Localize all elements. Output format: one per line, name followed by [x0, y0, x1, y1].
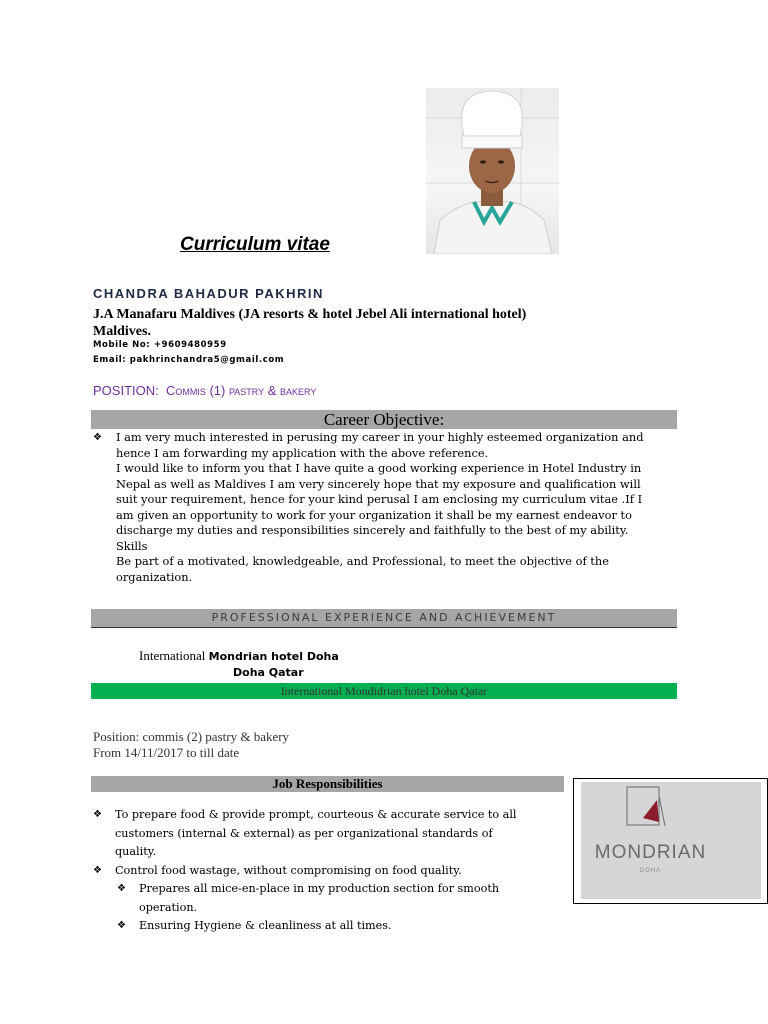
text-line: Skills: [116, 538, 148, 553]
text-line: Be part of a motivated, knowledgeable, and Professional, to meet the objective of the: [116, 554, 609, 568]
hotel-prefix: International: [139, 648, 206, 663]
position-value: Commis (1) pastry & bakery: [165, 383, 317, 398]
chef-portrait-image: [426, 88, 559, 254]
mobile-number: Mobile No: +9609480959: [93, 340, 227, 350]
list-item: [93, 806, 543, 862]
document-title: Curriculum vitae: [180, 234, 330, 255]
text-line: customers (internal & external) as per organizational standards of: [115, 826, 493, 840]
logo-brand-text: MONDRIAN: [594, 842, 707, 863]
career-objective-heading: Career Objective:: [91, 410, 677, 429]
bullet-icon: ❖: [117, 883, 126, 894]
bullet-icon: ❖: [93, 809, 102, 820]
text-line: To prepare food & provide prompt, courteous & accurate service to all: [115, 808, 517, 821]
career-objective-text: [93, 430, 671, 585]
text-line: am given an opportunity to work for your organization it shall be my earnest endeavor to: [116, 507, 632, 522]
text-line: organization.: [116, 569, 193, 584]
text-line: suit your requirement, hence for your kind perusal I am enclosing my curriculum vitae .If I: [116, 492, 643, 506]
experience-dates: From 14/11/2017 to till date: [93, 745, 240, 760]
text-line: Prepares all mice-en-place in my production section for smooth: [139, 882, 500, 895]
position-label: POSITION:: [93, 383, 159, 398]
list-item: [93, 917, 543, 936]
text-line: Control food wastage, without compromising on food quality.: [115, 863, 462, 877]
text-line: operation.: [139, 900, 198, 914]
text-line: I am very much interested in perusing my career in your highly esteemed organization and: [116, 430, 644, 444]
hotel-name: Mondrian hotel Doha: [208, 650, 339, 663]
text-line: I would like to inform you that I have quite a good working experience in Hotel Industry in: [116, 461, 642, 475]
profile-photo: [426, 88, 559, 254]
bullet-icon: ❖: [93, 864, 102, 876]
text-line: Ensuring Hygiene & cleanliness at all times.: [139, 919, 392, 932]
position-details: [93, 729, 289, 761]
address-line: Maldives.: [93, 324, 151, 339]
text-line: hence I am forwarding my application with the above reference.: [116, 445, 489, 460]
bullet-icon: ❖: [117, 920, 126, 931]
employer-highlight-bar: International Mondidrian hotel Doha Qatar: [91, 683, 677, 699]
job-responsibilities-list: [93, 806, 543, 936]
experience-position: Position: commis (2) pastry & bakery: [93, 729, 290, 744]
list-item: [93, 862, 543, 881]
hotel-location: Doha Qatar: [233, 666, 304, 679]
text-line: discharge my duties and responsibilities sincerely and faithfully to the best of my ability.: [116, 523, 629, 537]
bullet-icon: ❖: [93, 432, 102, 443]
position-line: [93, 383, 316, 398]
job-responsibilities-heading: Job Responsibilities: [91, 776, 564, 792]
list-item: [93, 880, 543, 917]
email-address: Email: pakhrinchandra5@gmail.com: [93, 355, 285, 365]
candidate-name: CHANDRA BAHADUR PAKHRIN: [93, 286, 324, 301]
experience-heading: PROFESSIONAL EXPERIENCE AND ACHIEVEMENT: [91, 609, 677, 628]
address-block: [93, 306, 613, 340]
mondrian-logo-icon: [581, 782, 761, 899]
text-line: Nepal as well as Maldives I am very sincerely hope that my exposure and qualification will: [116, 476, 641, 491]
address-line: J.A Manafaru Maldives (JA resorts & hotel Jebel Ali international hotel): [93, 307, 527, 322]
hotel-line: [139, 648, 339, 664]
mondrian-logo-image: [573, 778, 768, 904]
logo-sub-text: DOHA: [639, 868, 662, 874]
text-line: quality.: [115, 845, 157, 858]
